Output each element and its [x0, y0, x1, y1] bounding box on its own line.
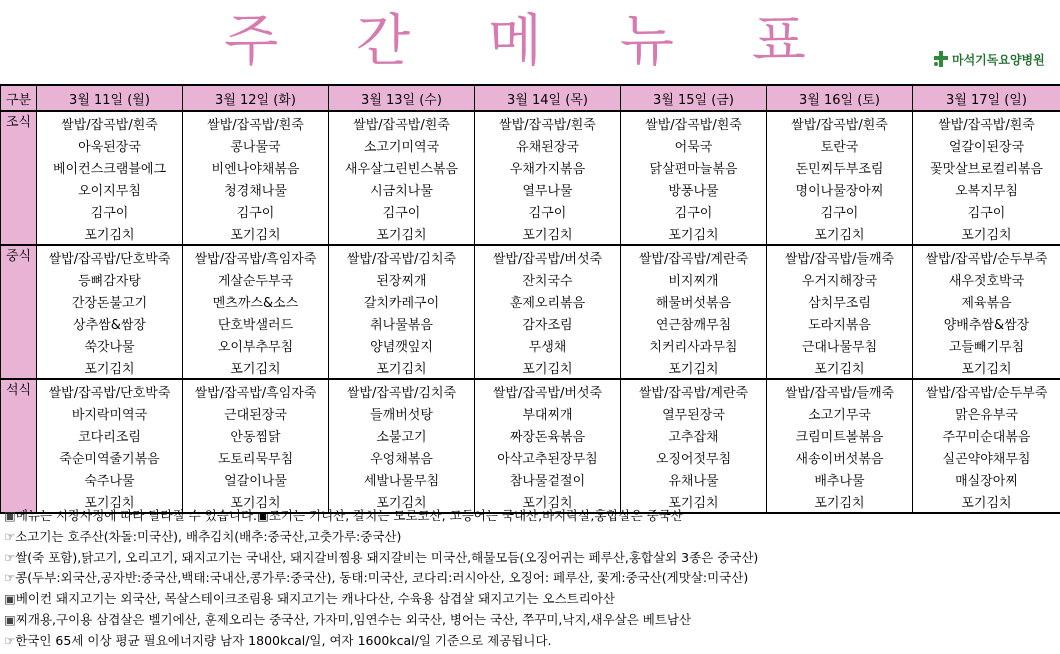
menu-cell: 쌀밥/잡곡밥/들깨죽 [767, 245, 913, 268]
menu-cell: 단호박샐러드 [183, 312, 329, 334]
menu-cell: 쌀밥/잡곡밥/흰죽 [329, 111, 475, 134]
menu-cell: 매실장아찌 [913, 468, 1060, 490]
note-text: 찌개용,구이용 삼겹살은 벨기에산, 훈제오리는 중국산, 가자미,임연수는 외국산, 병어는 국산, 쭈꾸미,낙지,새우살은 베트남산 [15, 611, 692, 627]
menu-cell: 유채된장국 [475, 134, 621, 156]
menu-cell: 부대찌개 [475, 402, 621, 424]
menu-row [1, 379, 1060, 402]
menu-cell: 새송이버섯볶음 [767, 446, 913, 468]
notes-section [4, 506, 1058, 652]
menu-cell: 김구이 [329, 200, 475, 222]
menu-cell: 시금치나물 [329, 178, 475, 200]
menu-cell: 숙주나물 [37, 468, 183, 490]
menu-cell: 쌀밥/잡곡밥/김치죽 [329, 245, 475, 268]
menu-cell: 쌀밥/잡곡밥/들깨죽 [767, 379, 913, 402]
menu-cell: 근대나물무침 [767, 334, 913, 356]
menu-cell: 오이지무침 [37, 178, 183, 200]
menu-cell: 포기김치 [37, 222, 183, 245]
menu-cell: 유채나물 [621, 468, 767, 490]
menu-row [1, 312, 1060, 334]
menu-cell: 쌀밥/잡곡밥/흰죽 [37, 111, 183, 134]
note-line [4, 506, 1058, 527]
menu-cell: 게살순두부국 [183, 268, 329, 290]
menu-cell: 꽃맛살브로컬리볶음 [913, 156, 1060, 178]
menu-cell: 죽순미역줄기볶음 [37, 446, 183, 468]
meal-label: 중식 [1, 245, 37, 379]
menu-cell: 열무된장국 [621, 402, 767, 424]
header-day: 3월 14일 (목) [475, 85, 621, 111]
menu-row [1, 178, 1060, 200]
menu-row [1, 424, 1060, 446]
note-text: 한국인 65세 이상 평균 필요에너지량 남자 1800kcal/일, 여자 1600kcal/일 기준으로 제공됩니다. [15, 632, 552, 648]
menu-cell: 주꾸미순대볶음 [913, 424, 1060, 446]
menu-cell: 얼갈이나물 [183, 468, 329, 490]
menu-cell: 베이컨스크램블에그 [37, 156, 183, 178]
menu-cell: 갈치카레구이 [329, 290, 475, 312]
menu-cell: 김구이 [621, 200, 767, 222]
menu-cell: 간장돈불고기 [37, 290, 183, 312]
menu-row [1, 446, 1060, 468]
menu-cell: 포기김치 [767, 356, 913, 379]
menu-cell: 쌀밥/잡곡밥/흰죽 [913, 111, 1060, 134]
note-mark-icon: ☞ [4, 528, 16, 544]
menu-cell: 돈민찌두부조림 [767, 156, 913, 178]
menu-cell: 김구이 [475, 200, 621, 222]
menu-cell: 참나물겉절이 [475, 468, 621, 490]
menu-cell: 오이부추무침 [183, 334, 329, 356]
menu-cell: 쌀밥/잡곡밥/버섯죽 [475, 245, 621, 268]
menu-cell: 쌀밥/잡곡밥/계란죽 [621, 245, 767, 268]
menu-cell: 포기김치 [329, 490, 475, 513]
meal-label: 조식 [1, 111, 37, 245]
menu-cell: 아욱된장국 [37, 134, 183, 156]
menu-cell: 명이나물장아찌 [767, 178, 913, 200]
weekly-menu-table [0, 84, 1060, 514]
menu-cell: 근대된장국 [183, 402, 329, 424]
menu-cell: 포기김치 [329, 222, 475, 245]
menu-cell: 포기김치 [183, 356, 329, 379]
menu-cell: 쌀밥/잡곡밥/김치죽 [329, 379, 475, 402]
logo-text: 마석기독요양병원 [952, 52, 1045, 67]
header-day: 3월 16일 (토) [767, 85, 913, 111]
header-day: 3월 17일 (일) [913, 85, 1060, 111]
menu-cell: 새우젓호박국 [913, 268, 1060, 290]
menu-cell: 안동찜닭 [183, 424, 329, 446]
menu-cell: 크림미트볼볶음 [767, 424, 913, 446]
meal-label: 석식 [1, 379, 37, 513]
menu-cell: 등뼈감자탕 [37, 268, 183, 290]
menu-cell: 치커리사과무침 [621, 334, 767, 356]
menu-cell: 상추쌈&쌈장 [37, 312, 183, 334]
note-mark-icon: ▣ [4, 591, 16, 607]
menu-cell: 소불고기 [329, 424, 475, 446]
menu-cell: 쌀밥/잡곡밥/흑임자죽 [183, 379, 329, 402]
menu-cell: 포기김치 [767, 490, 913, 513]
menu-cell: 해물버섯볶음 [621, 290, 767, 312]
menu-cell: 포기김치 [183, 490, 329, 513]
menu-cell: 오징어젓무침 [621, 446, 767, 468]
menu-cell: 짜장돈육볶음 [475, 424, 621, 446]
menu-cell: 배추나물 [767, 468, 913, 490]
menu-cell: 비지찌개 [621, 268, 767, 290]
note-text: 메뉴는 시장사정에 따라 달라질 수 있습니다.▣조기는 기니산, 갈치는 모로코산, 고등어는 국내산,바지락살,홍합살은 중국산 [15, 508, 683, 523]
menu-cell: 얼갈이된장국 [913, 134, 1060, 156]
note-mark-icon: ▣ [4, 611, 16, 627]
note-mark-icon: ☞ [4, 632, 16, 648]
menu-cell: 연근참깨무침 [621, 312, 767, 334]
menu-cell: 삼치무조림 [767, 290, 913, 312]
menu-cell: 도라지볶음 [767, 312, 913, 334]
menu-cell: 취나물볶음 [329, 312, 475, 334]
menu-cell: 양념깻잎지 [329, 334, 475, 356]
note-line [4, 610, 1058, 631]
menu-cell: 방풍나물 [621, 178, 767, 200]
note-mark-icon: ☞ [4, 549, 16, 565]
menu-row [1, 268, 1060, 290]
menu-cell: 김구이 [183, 200, 329, 222]
menu-cell: 잔치국수 [475, 268, 621, 290]
menu-cell: 콩나물국 [183, 134, 329, 156]
menu-cell: 쌀밥/잡곡밥/흰죽 [621, 111, 767, 134]
header-day: 3월 13일 (수) [329, 85, 475, 111]
menu-row [1, 245, 1060, 268]
menu-cell: 고들빼기무침 [913, 334, 1060, 356]
menu-row [1, 111, 1060, 134]
note-text: 베이컨 돼지고기는 외국산, 목살스테이크조림용 돼지고기는 캐나다산, 수육용 삼겹살 돼지고기는 오스트리아산 [15, 591, 615, 607]
note-mark-icon: ☞ [4, 570, 16, 586]
menu-cell: 도토리묵무침 [183, 446, 329, 468]
menu-cell: 포기김치 [37, 356, 183, 379]
header-row [1, 85, 1060, 111]
menu-row [1, 468, 1060, 490]
note-line [4, 589, 1058, 610]
menu-cell: 감자조림 [475, 312, 621, 334]
header-day: 3월 12일 (화) [183, 85, 329, 111]
menu-cell: 김구이 [767, 200, 913, 222]
menu-row [1, 134, 1060, 156]
header-day: 3월 11일 (월) [37, 85, 183, 111]
menu-cell: 쌀밥/잡곡밥/흰죽 [767, 111, 913, 134]
menu-body [1, 111, 1060, 513]
menu-cell: 소고기미역국 [329, 134, 475, 156]
page-title: 주 간 메 뉴 표 [224, 9, 836, 74]
menu-cell: 고추잡채 [621, 424, 767, 446]
menu-cell: 쌀밥/잡곡밥/흰죽 [475, 111, 621, 134]
menu-row [1, 200, 1060, 222]
menu-row [1, 334, 1060, 356]
menu-cell: 포기김치 [183, 222, 329, 245]
menu-cell: 포기김치 [913, 490, 1060, 513]
menu-cell: 포기김치 [475, 222, 621, 245]
note-mark-icon: ▣ [4, 508, 16, 523]
menu-row [1, 356, 1060, 379]
menu-cell: 훈제오리볶음 [475, 290, 621, 312]
menu-cell: 쌀밥/잡곡밥/순두부죽 [913, 379, 1060, 402]
menu-cell: 우엉채볶음 [329, 446, 475, 468]
menu-cell: 포기김치 [475, 356, 621, 379]
note-text: 콩(두부:외국산,공자반:중국산,백태:국내산,콩가루:중국산), 동태:미국산, 코다리:러시아산, 오징어: 페루산, 꽃게:중국산(게맛살:미국산) [15, 570, 749, 586]
note-line [4, 527, 1058, 548]
menu-cell: 양배추쌈&쌈장 [913, 312, 1060, 334]
menu-cell: 포기김치 [767, 222, 913, 245]
menu-cell: 포기김치 [621, 490, 767, 513]
menu-cell: 포기김치 [621, 356, 767, 379]
menu-cell: 들깨버섯탕 [329, 402, 475, 424]
note-text: 쌀(죽 포함),닭고기, 오리고기, 돼지고기는 국내산, 돼지갈비찜용 돼지갈비는 미국산,해물모듬(오징어귀는 페루산,홍합살외 3종은 중국산) [15, 549, 759, 565]
menu-cell: 새우살그린빈스볶음 [329, 156, 475, 178]
menu-cell: 포기김치 [913, 222, 1060, 245]
menu-cell: 쌀밥/잡곡밥/단호박죽 [37, 379, 183, 402]
menu-cell: 바지락미역국 [37, 402, 183, 424]
menu-cell: 토란국 [767, 134, 913, 156]
menu-cell: 된장찌개 [329, 268, 475, 290]
menu-cell: 우채가지볶음 [475, 156, 621, 178]
menu-cell: 무생채 [475, 334, 621, 356]
menu-cell: 청경채나물 [183, 178, 329, 200]
menu-cell: 쌀밥/잡곡밥/흑임자죽 [183, 245, 329, 268]
menu-row [1, 290, 1060, 312]
menu-cell: 우거지해장국 [767, 268, 913, 290]
hospital-logo [932, 48, 1045, 70]
menu-cell: 오복지무침 [913, 178, 1060, 200]
menu-cell: 쑥갓나물 [37, 334, 183, 356]
menu-cell: 포기김치 [913, 356, 1060, 379]
menu-cell: 포기김치 [475, 490, 621, 513]
menu-row [1, 402, 1060, 424]
menu-cell: 쌀밥/잡곡밥/버섯죽 [475, 379, 621, 402]
menu-cell: 열무나물 [475, 178, 621, 200]
menu-cell: 코다리조림 [37, 424, 183, 446]
menu-cell: 어묵국 [621, 134, 767, 156]
menu-cell: 세발나물무침 [329, 468, 475, 490]
menu-cell: 포기김치 [621, 222, 767, 245]
menu-cell: 김구이 [913, 200, 1060, 222]
menu-cell: 쌀밥/잡곡밥/흰죽 [183, 111, 329, 134]
menu-cell: 쌀밥/잡곡밥/단호박죽 [37, 245, 183, 268]
note-line [4, 568, 1058, 589]
menu-cell: 포기김치 [329, 356, 475, 379]
menu-cell: 제육볶음 [913, 290, 1060, 312]
note-line [4, 548, 1058, 569]
menu-cell: 쌀밥/잡곡밥/계란죽 [621, 379, 767, 402]
header-day: 3월 15일 (금) [621, 85, 767, 111]
menu-cell: 멘츠까스&소스 [183, 290, 329, 312]
menu-cell: 비엔나야채볶음 [183, 156, 329, 178]
menu-cell: 실곤약야채무침 [913, 446, 1060, 468]
header-category: 구분 [1, 85, 37, 111]
menu-row [1, 222, 1060, 245]
note-text: 소고기는 호주산(차돌:미국산), 배추김치(배추:중국산,고춧가루:중국산) [15, 528, 402, 544]
menu-cell: 닭살편마늘볶음 [621, 156, 767, 178]
cross-logo-icon [932, 50, 950, 68]
menu-cell: 맑은유부국 [913, 402, 1060, 424]
menu-cell: 김구이 [37, 200, 183, 222]
menu-cell: 쌀밥/잡곡밥/순두부죽 [913, 245, 1060, 268]
menu-cell: 아삭고추된장무침 [475, 446, 621, 468]
menu-row [1, 156, 1060, 178]
menu-cell: 포기김치 [37, 490, 183, 513]
menu-cell: 소고기무국 [767, 402, 913, 424]
note-line [4, 631, 1058, 652]
